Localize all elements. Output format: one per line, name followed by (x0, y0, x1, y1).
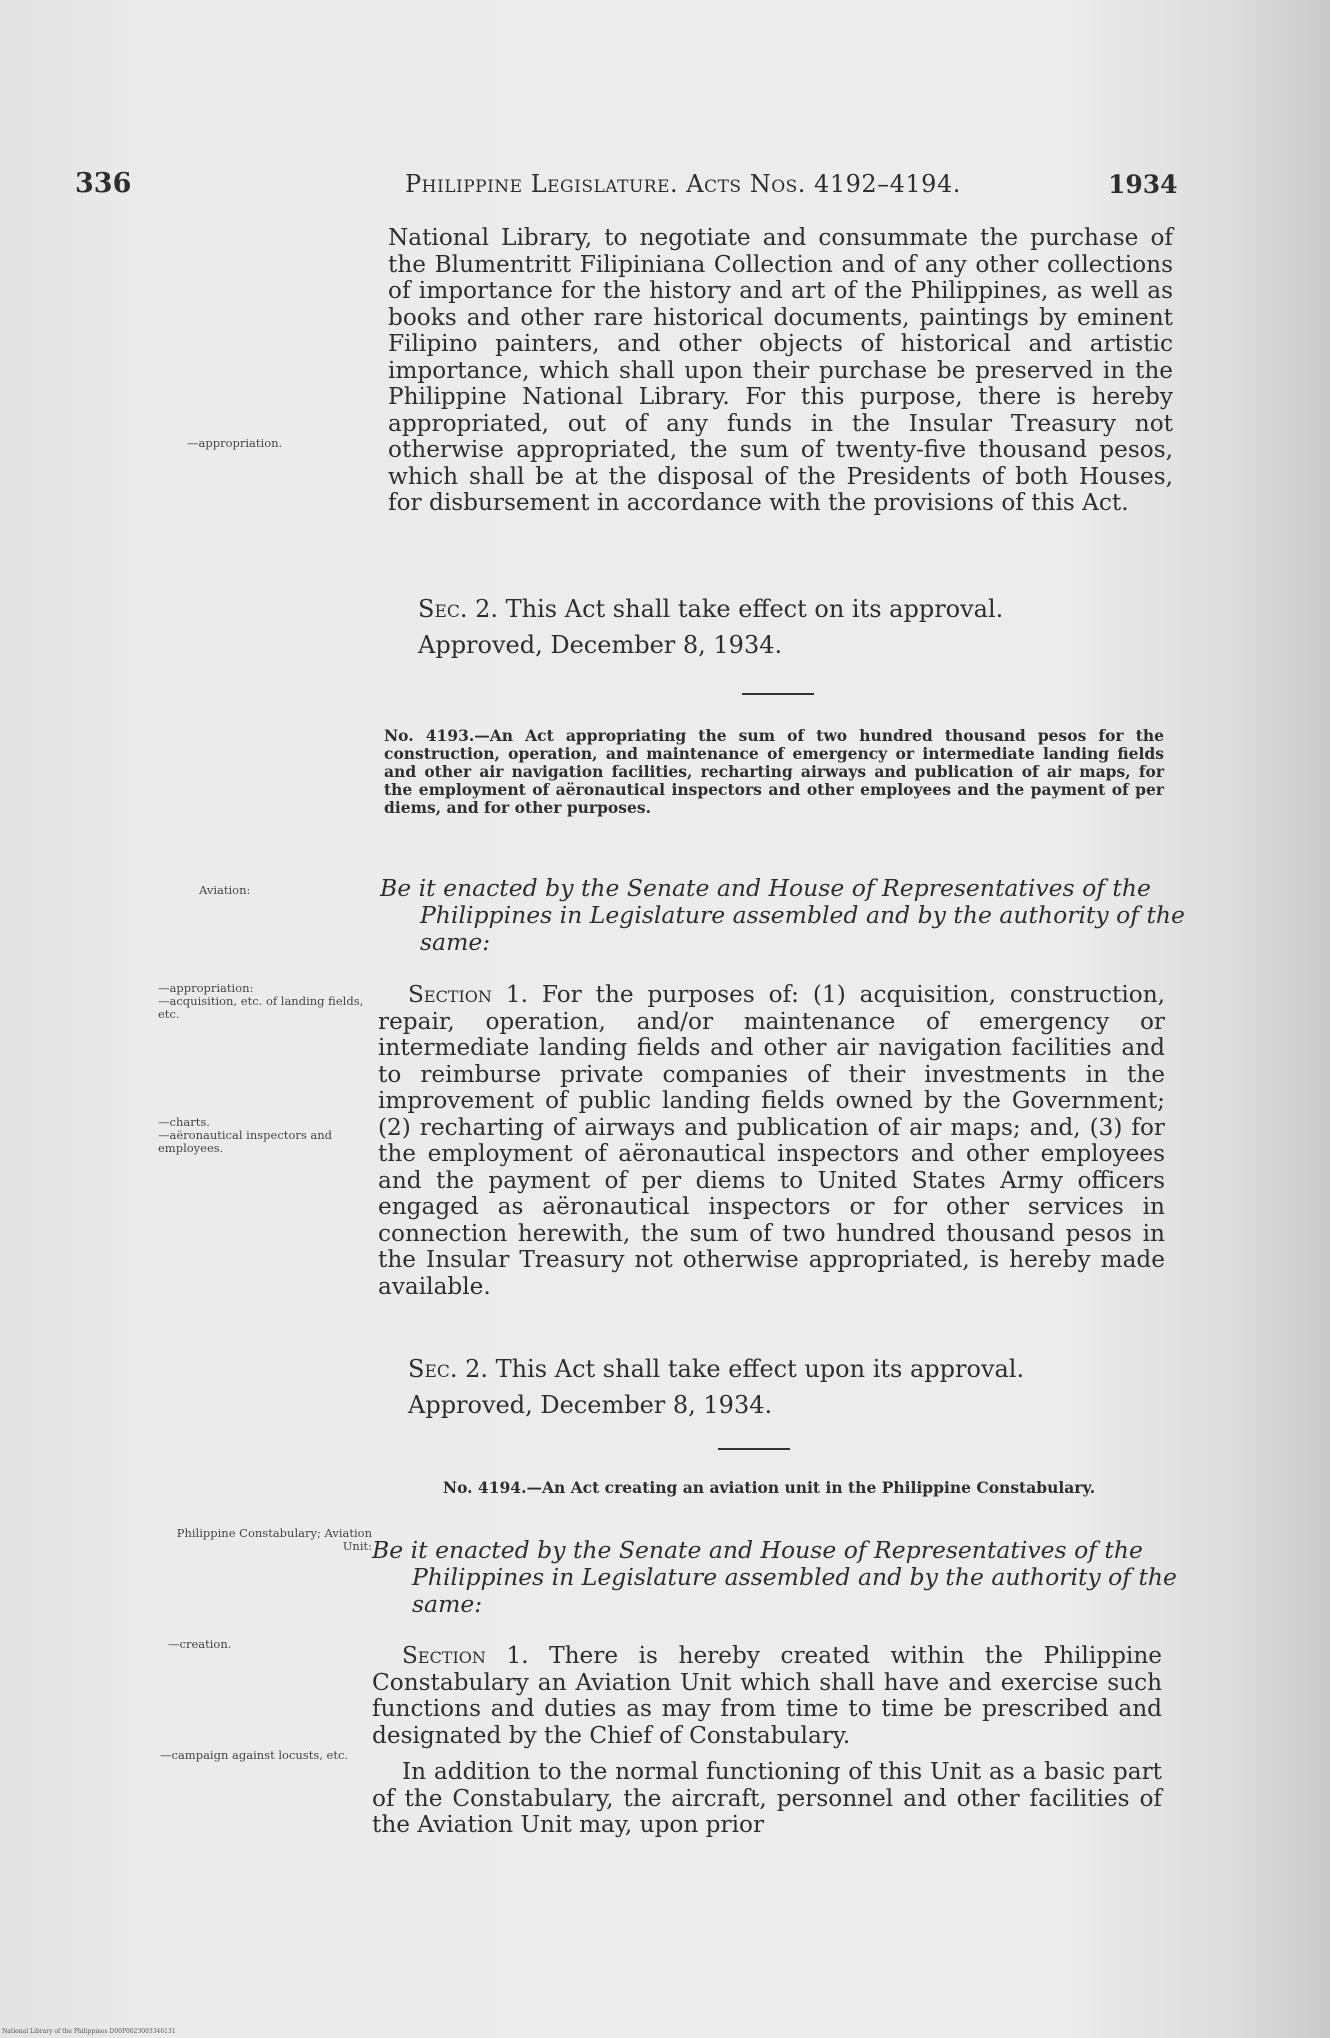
section1-label-4194: Section (402, 1642, 486, 1669)
act-4193-enacting-clause: Be it enacted by the Senate and House of Representatives of the Philippines in Legislature assembled and by the authority of the same: (380, 874, 1185, 956)
act-4194-enacting-clause: Be it enacted by the Senate and House of Representatives of the Philippines in Legislature assembled and by the authority of the same: (372, 1536, 1177, 1618)
margin-note-aviation: Aviation: (199, 883, 251, 897)
act-4192-approved: Approved, December 8, 1934. (418, 631, 783, 659)
sec2-text-4193: 2. This Act shall take effect upon its approval. (465, 1355, 1025, 1383)
act-4194-title (404, 1479, 1134, 1497)
margin-acquisition-text: —acquisition, etc. of landing fields, etc. (158, 994, 364, 1021)
act-4194-title-text: No. 4194.—An Act creating an aviation unit in the Philippine Constabulary. (442, 1478, 1096, 1497)
act-4193-title-text: No. 4193.—An Act appropriating the sum of two hundred thousand pesos for the construction, operation, and maintenance of emergency or intermediate landing fields and other air navigation facilities, recharting airways and publication of air maps, for the employment of aëronautical inspectors and other employees and the payment of per diems, and for other purposes. (384, 726, 1164, 817)
act-4194-section1 (372, 1643, 1162, 1749)
footer-stamp: National Library of the Philippines D00P0023003346131 (2, 2028, 176, 2035)
section1-label: Section (408, 981, 492, 1008)
act-4193-title (384, 727, 1164, 817)
margin-note-appropriation-4193 (158, 982, 373, 1021)
act-4192-text: National Library, to negotiate and consummate the purchase of the Blumentritt Filipiniana Collection and of any other collections of importance for the history and art of the Philippines, as well as books and other rare historical documents, paintings by eminent Filipino painters, and other objects of historical and artistic importance, which shall upon their purchase be preserved in the Philippine National Library. For this purpose, there is hereby appropriated, out of any funds in the Insular Treasury not otherwise appropriated, the sum of twenty-five thousand pesos, which shall be at the disposal of the Presidents of both Houses, for disbursement in accordance with the provisions of this Act. (388, 224, 1173, 516)
sec2-label: Sec. (418, 595, 468, 623)
act-4193-sec2 (378, 1356, 1165, 1383)
act-4194-para2 (372, 1759, 1162, 1839)
running-year: 1934 (1108, 170, 1178, 199)
margin-note-locusts: —campaign against locusts, etc. (160, 1748, 349, 1762)
page-number: 336 (75, 168, 132, 199)
margin-inspectors-text: —aëronautical inspectors and employees. (158, 1128, 332, 1155)
act-4192-sec2 (388, 596, 1173, 623)
margin-charts-text: —charts. (158, 1115, 210, 1129)
act-4193-section1 (378, 982, 1165, 1300)
separator-rule (742, 693, 814, 695)
margin-note-creation: —creation. (168, 1637, 232, 1651)
separator-rule-2 (718, 1448, 790, 1450)
margin-appropriation-text: —appropriation: (158, 981, 254, 995)
act-4192-body (388, 225, 1173, 517)
section1-text-4194: 1. There is hereby created within the Philippine Constabulary an Aviation Unit which shall have and exercise such functions and duties as may from time to time be prescribed and designated by the Chief of Constabulary. (372, 1642, 1163, 1749)
sec2-text: 2. This Act shall take effect on its approval. (475, 595, 1004, 623)
margin-note-appropriation: —appropriation. (187, 436, 283, 450)
section1-text: 1. For the purposes of: (1) acquisition, construction, repair, operation, and/or maintenance of emergency or intermediate landing fields and other air navigation facilities and to reimburse private companies of their investments in the improvement of public landing fields owned by the Government; (2) recharting of airways and publication of air maps; and, (3) for the employment of aëronautical inspectors and other employees and the payment of per diems to United States Army officers engaged as aëronautical inspectors or for other services in connection herewith, the sum of two hundred thousand pesos in the Insular Treasury not otherwise appropriated, is hereby made available. (378, 981, 1166, 1300)
running-head: Philippine Legislature. Acts Nos. 4192–4194. (405, 170, 961, 198)
para2-text: In addition to the normal functioning of this Unit as a basic part of the Constabulary, the aircraft, personnel and other facilities of the Aviation Unit may, upon prior (372, 1758, 1162, 1838)
margin-note-constabulary: Philippine Constabulary; Aviation Unit: (176, 1526, 372, 1553)
sec2-label-4193: Sec. (408, 1355, 458, 1383)
act-4193-approved: Approved, December 8, 1934. (408, 1391, 773, 1419)
margin-note-charts (158, 1116, 373, 1155)
